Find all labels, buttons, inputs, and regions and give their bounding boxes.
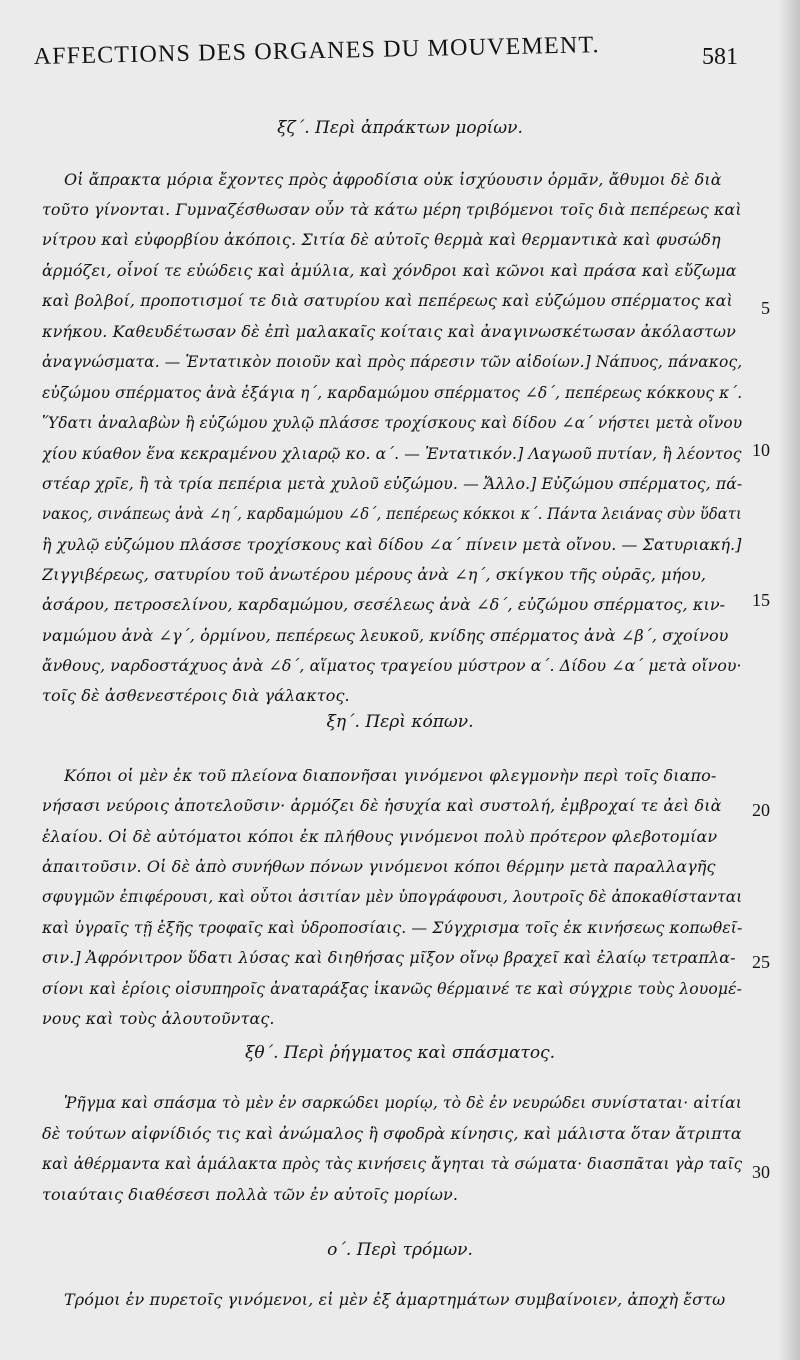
text-line: τοιαύταις διαθέσεσι πολλὰ τῶν ἐν αὐτοῖς μορίων. [42,1185,459,1204]
text-line: τοῖς δὲ ἀσθενεστέροις διὰ γάλακτος. [42,686,350,705]
text-line: ἁρμόζει, οἷνοί τε εὐώδεις καὶ ἀμύλια, καὶ χόνδροι καὶ κῶνοι καὶ πράσα καὶ εὔζωμα [42,261,737,280]
text-line: Ῥῆγμα καὶ σπάσμα τὸ μὲν ἐν σαρκώδει μορίῳ, τὸ δὲ ἐν νευρώδει συνίσταται· αἰτίαι [64,1093,742,1112]
text-line: νους καὶ τοὺς ἀλουτοῦντας. [42,1009,275,1028]
text-line: ἀναγνώσματα. — Ἐντατικὸν ποιοῦν καὶ πρὸς πάρεσιν τῶν αἰδοίων.] Νάπυος, πάνακος, [42,352,742,371]
section-heading: ο΄. Περὶ τρόμων. [327,1240,473,1260]
text-line: ἐλαίου. Οἱ δὲ αὐτόματοι κόποι ἐκ πλήθους γινόμενοι πολὺ πρότερον φλεβοτομίαν [42,827,718,846]
text-line: Τρόμοι ἐν πυρετοῖς γινόμενοι, εἰ μὲν ἐξ ἁμαρτημάτων συμβαίνοιεν, ἀποχὴ ἔστω [64,1290,726,1309]
text-line: Οἱ ἄπρακτα μόρια ἔχοντες πρὸς ἀφροδίσια οὐκ ἰσχύουσιν ὁρμᾶν, ἄθυμοι δὲ διὰ [64,170,722,189]
page-header [33,32,738,82]
text-line: σφυγμῶν ἐπιφέρουσι, καὶ οὗτοι ἀσιτίαν μὲν ὑπογράφουσι, λουτροῖς δὲ ἀποκαθίστανται [42,887,742,906]
text-line: ἄνθους, ναρδοστάχυος ἀνὰ ∠δ΄, αἵματος τραγείου μύστρον α΄. Δίδου ∠α΄ μετὰ οἴνου· [42,656,742,675]
margin-line-number: 25 [752,952,770,972]
text-line: Ὕδατι ἀναλαβὼν ἢ εὐζώμου χυλῷ πλάσσε τροχίσκους καὶ δίδου ∠α΄ νήστει μετὰ οἴνου [42,413,742,432]
text-line: σίονι καὶ ἐρίοις οἰσυπηροῖς ἀναταράξας ἱκανῶς θέρμαινέ τε καὶ σύγχριε τοὺς λουομέ- [42,979,742,998]
text-line: καὶ ὑγραῖς τῇ ἑξῆς τροφαῖς καὶ ὑδροποσίαις. — Σύγχρισμα τοῖς ἐκ κινήσεως κοπωθεῖ- [42,918,742,937]
text-line: τοῦτο γίνονται. Γυμναζέσθωσαν οὖν τὰ κάτω μέρη τριβόμενοι τοῖς διὰ πεπέρεως καὶ [42,200,742,219]
text-line: καὶ βολβοί, προποτισμοί τε διὰ σατυρίου καὶ πεπέρεως καὶ εὐζώμου σπέρματος καὶ [42,291,733,310]
text-line: νίτρου καὶ εὐφορβίου ἀκόποις. Σιτία δὲ αὐτοῖς θερμὰ καὶ θερμαντικὰ καὶ φυσώδη [42,230,721,249]
page-edge-shadow [778,0,800,1360]
margin-line-number: 30 [752,1162,770,1182]
text-line: Ζιγγιβέρεως, σατυρίου τοῦ ἀνωτέρου μέρους ἀνὰ ∠η΄, σκίγκου τῆς οὐρᾶς, μήου, [42,565,707,584]
text-line: Κόποι οἱ μὲν ἐκ τοῦ πλείονα διαπονῆσαι γινόμενοι φλεγμονὴν περὶ τοῖς διαπο- [64,766,717,785]
text-line: σιν.] Ἀφρόνιτρον ὕδατι λύσας καὶ διηθήσας μῖξον οἴνῳ βραχεῖ καὶ ἐλαίῳ τετραπλα- [42,948,736,967]
margin-line-number: 20 [752,800,770,820]
section-heading: ξη΄. Περὶ κόπων. [326,712,474,732]
text-line: ἢ χυλῷ εὐζώμου πλάσσε τροχίσκους καὶ δίδου ∠α΄ πίνειν μετὰ οἴνου. — Σατυριακή.] [42,535,742,554]
margin-line-number: 15 [752,590,770,610]
section-heading: ξζ΄. Περὶ ἀπράκτων μορίων. [277,118,523,138]
text-line: κνήκου. Καθευδέτωσαν δὲ ἐπὶ μαλακαῖς κοίταις καὶ ἀναγινωσκέτωσαν ἀκόλαστων [42,322,736,341]
text-line: δὲ τούτων αἰφνίδιός τις καὶ ἀνώμαλος ἢ σφοδρὰ κίνησις, καὶ μάλιστα ὅταν ἄτριπτα [42,1124,742,1143]
text-line: νακος, σινάπεως ἀνὰ ∠η΄, καρδαμώμου ∠δ΄, πεπέρεως κόκκοι κ΄. Πάντα λειάνας σὺν ὕδατι [42,504,742,523]
text-line: νήσασι νεύροις ἀποτελοῦσιν· ἁρμόζει δὲ ἡσυχία καὶ συστολή, ἐμβροχαί τε ἀεὶ διὰ [42,796,722,815]
text-line: χίου κύαθον ἕνα κεκραμένου χλιαρῷ κο. α΄. — Ἐντατικόν.] Λαγωοῦ πυτίαν, ἢ λέοντος [42,444,742,463]
text-line: ἀσάρου, πετροσελίνου, καρδαμώμου, σεσέλεως ἀνὰ ∠δ΄, εὐζώμου σπέρματος, κιν- [42,595,726,614]
text-line: ἀπαιτοῦσιν. Οἱ δὲ ἀπὸ συνήθων πόνων γινόμενοι κόποι θέρμην μετὰ παραλλαγῆς [42,857,716,876]
section-heading: ξθ΄. Περὶ ῥήγματος καὶ σπάσματος. [244,1043,555,1063]
page-number: 581 [702,44,738,70]
text-line: καὶ ἀθέρμαντα καὶ ἀμάλακτα πρὸς τὰς κινήσεις ἄγηται τὰ σώματα· διασπᾶται γὰρ ταῖς [42,1154,742,1173]
text-line: εὐζώμου σπέρματος ἀνὰ ἐξάγια η΄, καρδαμώμου σπέρματος ∠δ΄, πεπέρεως κόκκους κ΄. [42,383,742,402]
margin-line-number: 10 [752,440,770,460]
text-line: ναμώμου ἀνὰ ∠γ΄, ὁρμίνου, πεπέρεως λευκοῦ, κνίδης σπέρματος ἀνὰ ∠β΄, σχοίνου [42,626,729,645]
text-line: στέαρ χρῖε, ἢ τὰ τρία πεπέρια μετὰ χυλοῦ εὐζώμου. — Ἄλλο.] Εὐζώμου σπέρματος, πά- [42,474,742,493]
margin-line-number: 5 [761,298,770,318]
running-head: AFFECTIONS DES ORGANES DU MOUVEMENT. [33,32,600,71]
